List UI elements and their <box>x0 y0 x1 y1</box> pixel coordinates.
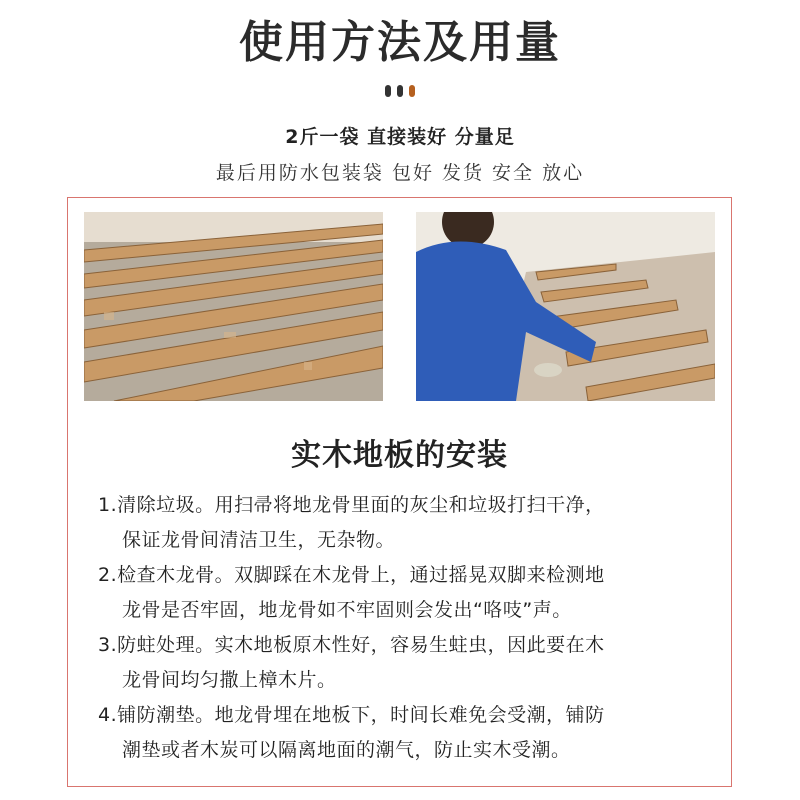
dot <box>385 85 391 97</box>
subtitle: 最后用防水包装袋 包好 发货 安全 放心 <box>215 162 585 184</box>
step-line: 保证龙骨间清洁卫生，无杂物。 <box>122 529 396 551</box>
step-line: 1.清除垃圾。用扫帚将地龙骨里面的灰尘和垃圾打扫干净， <box>98 494 605 516</box>
section-heading: 实木地板的安装 <box>291 438 508 473</box>
page-title: 使用方法及用量 <box>239 17 561 68</box>
list-item <box>98 488 718 558</box>
list-item <box>98 698 718 768</box>
worker-installing-photo <box>416 212 715 401</box>
installation-steps <box>98 488 718 768</box>
step-line: 2.检查木龙骨。双脚踩在木龙骨上，通过摇晃双脚来检测地 <box>98 564 605 586</box>
step-line: 龙骨间均匀撒上樟木片。 <box>122 669 337 691</box>
subtitle-bold: 2斤一袋 直接装好 分量足 <box>285 126 515 148</box>
list-item <box>98 628 718 698</box>
content-frame <box>67 197 732 787</box>
dot <box>409 85 415 97</box>
step-line: 3.防蛀处理。实木地板原木性好，容易生蛀虫，因此要在木 <box>98 634 605 656</box>
wood-joists-photo <box>84 212 383 401</box>
divider-dots <box>0 85 800 97</box>
dot <box>397 85 403 97</box>
step-line: 4.铺防潮垫。地龙骨埋在地板下，时间长难免会受潮，铺防 <box>98 704 605 726</box>
step-line: 龙骨是否牢固，地龙骨如不牢固则会发出“咯吱”声。 <box>122 599 572 621</box>
step-line: 潮垫或者木炭可以隔离地面的潮气，防止实木受潮。 <box>122 739 571 761</box>
list-item <box>98 558 718 628</box>
